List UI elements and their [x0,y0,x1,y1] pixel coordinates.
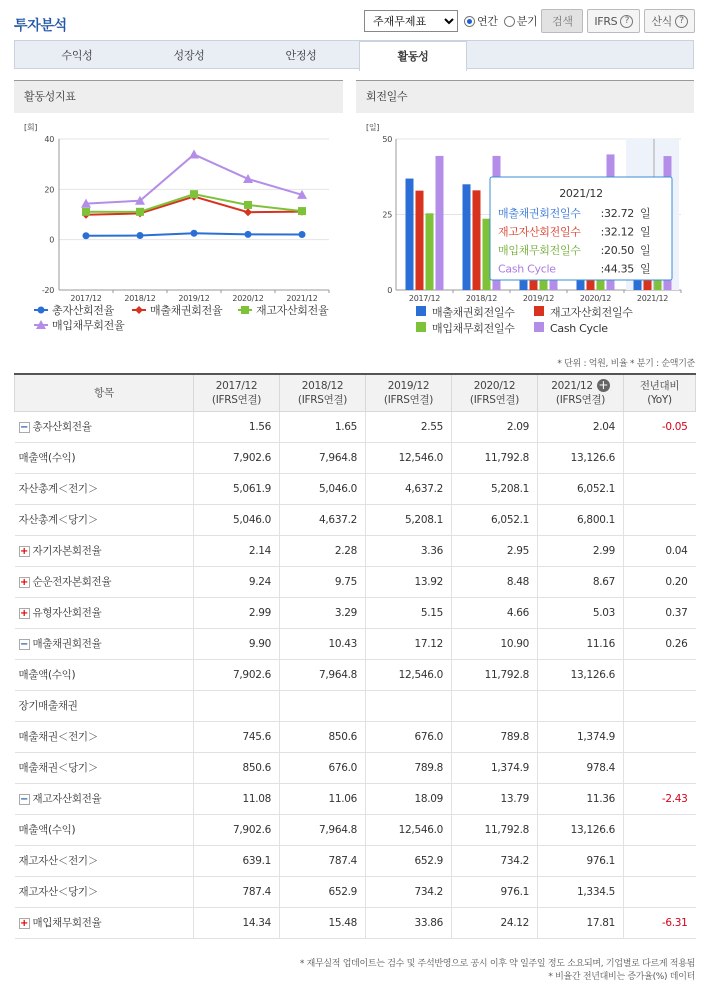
table-cell: 13,126.6 [538,442,624,473]
column-header: 2018/12 (IFRS연결) [280,374,366,411]
table-cell: 787.4 [280,845,366,876]
table-cell: 17.12 [366,628,452,659]
data-point [136,208,144,216]
table-cell: 789.8 [366,752,452,783]
table-cell: 976.1 [538,845,624,876]
table-cell [624,473,696,504]
table-cell [280,690,366,721]
table-cell: 1.56 [194,411,280,442]
table-cell: 1,374.9 [538,721,624,752]
row-label: 자산총계＜전기＞ [15,473,194,504]
ifrs-label: IFRS [594,14,618,28]
row-label[interactable]: − 매출채권회전율 [15,628,194,659]
table-cell: 2.04 [538,411,624,442]
bar [436,156,444,290]
search-button[interactable]: 검색 [541,9,583,33]
table-cell: 734.2 [452,845,538,876]
table-cell: 5,061.9 [194,473,280,504]
data-point [137,232,144,239]
tab-2[interactable]: 안정성 [285,49,317,62]
statement-select[interactable] [364,10,458,32]
row-label: 매출액(수익) [15,659,194,690]
header [0,0,709,40]
x-tick-label: 2019/12 [178,294,210,303]
legend-label: 매입채무회전일수 [432,322,515,335]
bar [483,219,491,290]
table-cell: 978.4 [538,752,624,783]
table-cell: 12,546.0 [366,814,452,845]
collapse-icon[interactable]: − [19,638,29,650]
row-label[interactable]: + 순운전자본회전율 [15,566,194,597]
table-cell: -0.05 [624,411,696,442]
table-cell: 2.09 [452,411,538,442]
tab-bar [14,40,694,69]
radio-annual-label: 연간 [477,15,498,28]
line-chart [14,113,343,342]
row-label: 매출액(수익) [15,814,194,845]
x-tick-label: 2021/12 [286,294,318,303]
add-column-icon[interactable]: + [598,378,609,393]
footnote: * 비율간 전년대비는 증가율(%) 데이터 [548,972,695,982]
table-cell: 0.20 [624,566,696,597]
table-cell: 2.99 [194,597,280,628]
table-cell: 652.9 [280,876,366,907]
y-tick-label: 0 [387,286,392,295]
y-tick-label: 25 [382,210,392,220]
table-cell [366,690,452,721]
table-cell [194,690,280,721]
table-cell: 3.36 [366,535,452,566]
table-cell: 11,792.8 [452,814,538,845]
table-cell: 4,637.2 [280,504,366,535]
legend-marker [241,306,249,314]
page-title: 투자분석 [14,18,67,34]
table-cell: 4.66 [452,597,538,628]
tooltip-label: Cash Cycle [498,262,556,276]
formula-button[interactable] [644,9,695,33]
table-row [15,411,696,442]
table-cell: 7,964.8 [280,659,366,690]
help-icon: ? [620,15,633,28]
table-cell: 5,046.0 [194,504,280,535]
expand-icon[interactable]: + [19,576,29,588]
table-cell [624,814,696,845]
table-cell: 11.36 [538,783,624,814]
radio-quarter[interactable] [504,13,538,29]
data-point [82,208,90,216]
tooltip-unit: 일 [640,207,651,220]
x-tick-label: 2020/12 [579,294,612,303]
table-cell: 9.24 [194,566,280,597]
help-icon: ? [675,15,688,28]
table-cell [624,659,696,690]
tooltip-value: :20.50 [600,244,634,257]
table-cell: 789.8 [452,721,538,752]
table-cell: 2.55 [366,411,452,442]
bar [406,179,414,290]
column-header: 2020/12 (IFRS연결) [452,374,538,411]
x-tick-label: 2020/12 [232,294,264,303]
table-cell: 8.67 [538,566,624,597]
data-point [190,190,198,198]
bar [426,213,434,290]
table-cell: 2.99 [538,535,624,566]
data-point [191,230,198,237]
table-cell: 10.90 [452,628,538,659]
y-axis-label: [일] [366,123,380,132]
x-tick-label: 2018/12 [465,294,498,303]
unit-note: * 단위 : 억원, 비율 * 분기 : 순액기준 [557,359,695,369]
tooltip-title: 2021/12 [559,187,603,200]
table-row [15,442,696,473]
table-cell: 11.06 [280,783,366,814]
row-label: 장기매출채권 [15,690,194,721]
legend-label: Cash Cycle [550,322,608,335]
x-tick-label: 2017/12 [70,294,102,303]
bar [473,190,481,290]
x-tick-label: 2017/12 [408,294,441,303]
legend-label: 매입채무회전율 [52,319,125,332]
row-label[interactable]: + 매입채무회전율 [15,907,194,938]
table-cell: 639.1 [194,845,280,876]
collapse-icon[interactable]: − [19,421,29,433]
table-row [15,721,696,752]
table-cell: 11.16 [538,628,624,659]
expand-icon[interactable]: + [19,607,29,619]
row-label: 매출채권＜전기＞ [15,721,194,752]
radio-dot[interactable] [504,16,515,27]
table-cell [624,845,696,876]
panel-title: 활동성지표 [14,81,343,113]
row-label[interactable]: + 자기자본회전율 [15,535,194,566]
x-tick-label: 2018/12 [124,294,156,303]
bar [416,191,424,290]
legend-label: 매출채권회전율 [150,304,223,317]
table-row [15,876,696,907]
table-cell: 11.08 [194,783,280,814]
table-cell: 652.9 [366,845,452,876]
tooltip-value: :44.35 [600,262,634,276]
row-label: 재고자산＜당기＞ [15,876,194,907]
tab-3[interactable]: 활동성 [359,41,467,71]
legend-swatch [416,306,426,316]
table-cell [624,504,696,535]
table-cell: 9.90 [194,628,280,659]
table-row [15,504,696,535]
table-cell: 7,964.8 [280,814,366,845]
footnote: * 재무실적 업데이트는 검수 및 주석반영으로 공시 이후 약 일주일 정도 소요되며, 기업별로 다르게 적용됨 [299,959,695,969]
table-cell: 17.81 [538,907,624,938]
table-row [15,535,696,566]
legend-swatch [416,322,426,332]
tooltip-unit: 일 [640,262,651,276]
table-cell: 1,334.5 [538,876,624,907]
column-header: 2021/12 + (IFRS연결) [538,374,624,411]
formula-label: 산식 [651,15,672,28]
table-row [15,473,696,504]
table-cell: 1.65 [280,411,366,442]
data-point [244,201,252,209]
table-cell: 2.28 [280,535,366,566]
y-tick-label: -20 [41,286,54,295]
table-cell: 850.6 [280,721,366,752]
table-row [15,752,696,783]
table-cell: 7,902.6 [194,442,280,473]
table-cell: 13.92 [366,566,452,597]
table-cell: 33.86 [366,907,452,938]
table-cell: 0.37 [624,597,696,628]
table-cell: 5,208.1 [452,473,538,504]
table-cell: 6,052.1 [452,504,538,535]
data-point [244,208,252,216]
table-cell: 7,902.6 [194,659,280,690]
activity-chart-panel [14,80,343,342]
panel-title: 회전일수 [356,81,694,113]
table-row [15,566,696,597]
row-label: 자산총계＜당기＞ [15,504,194,535]
table-cell: 11,792.8 [452,659,538,690]
table-cell: 2.95 [452,535,538,566]
table-cell [624,690,696,721]
data-point [189,149,199,158]
data-point [299,231,306,238]
y-tick-label: 0 [49,235,54,245]
table-cell: 14.34 [194,907,280,938]
legend-swatch [534,322,544,332]
table-cell: 0.04 [624,535,696,566]
table-cell: 2.14 [194,535,280,566]
radio-quarter-label: 분기 [516,15,538,28]
table-row [15,907,696,938]
table-cell: 787.4 [194,876,280,907]
table-cell: 12,546.0 [366,442,452,473]
table-cell: 12,546.0 [366,659,452,690]
table-cell: 6,800.1 [538,504,624,535]
legend-label: 총자산회전율 [52,304,114,317]
row-label: 재고자산＜전기＞ [15,845,194,876]
data-point [245,231,252,238]
table-cell: 13.79 [452,783,538,814]
table-body [15,411,696,938]
footnotes [300,958,695,984]
y-axis-label: [회] [24,123,38,132]
ifrs-button[interactable] [587,9,640,33]
table-cell: 5,046.0 [280,473,366,504]
table-cell: 11,792.8 [452,442,538,473]
table-cell: 5,208.1 [366,504,452,535]
turnover-days-panel [356,80,694,342]
table-row [15,597,696,628]
tooltip-label: 매출채권회전일수 [498,207,581,220]
controls [364,9,695,33]
table-cell: 24.12 [452,907,538,938]
table-cell: 734.2 [366,876,452,907]
x-tick-label: 2019/12 [522,294,555,303]
table-cell: 850.6 [194,752,280,783]
table-cell: 5.15 [366,597,452,628]
column-header: 전년대비 (YoY) [624,374,696,411]
activity-table [14,373,696,939]
table-cell: 7,964.8 [280,442,366,473]
y-tick-label: 50 [382,135,392,144]
table-row [15,659,696,690]
table-cell: 676.0 [366,721,452,752]
table-cell: 18.09 [366,783,452,814]
table-cell: 976.1 [452,876,538,907]
expand-icon[interactable]: + [19,917,29,929]
table-cell: 8.48 [452,566,538,597]
y-tick-label: 40 [44,135,54,144]
tab-1[interactable]: 성장성 [173,49,205,62]
table-cell [452,690,538,721]
column-header: 항목 [15,374,194,411]
tooltip-value: :32.12 [600,225,634,239]
legend-swatch [534,306,544,316]
radio-dot[interactable] [464,16,475,27]
table-cell: 13,126.6 [538,659,624,690]
table-cell: -2.43 [624,783,696,814]
table-cell: 676.0 [280,752,366,783]
tab-0[interactable]: 수익성 [61,49,93,62]
table-cell: 15.48 [280,907,366,938]
table-cell [538,690,624,721]
row-label[interactable]: − 재고자산회전율 [15,783,194,814]
data-point [298,207,306,215]
tooltip-label: 재고자산회전일수 [498,225,581,239]
legend-label: 재고자산회전율 [256,304,329,317]
table-cell: -6.31 [624,907,696,938]
expand-icon[interactable]: + [19,545,29,557]
bar [463,184,471,290]
table-cell: 4,637.2 [366,473,452,504]
row-label: 매출액(수익) [15,442,194,473]
table-row [15,845,696,876]
data-point [83,232,90,239]
tooltip-unit: 일 [640,244,651,257]
legend-label: 매출채권회전일수 [432,306,515,319]
table-cell: 745.6 [194,721,280,752]
tooltip-unit: 일 [640,225,651,239]
table-row [15,628,696,659]
table-cell [624,442,696,473]
table-cell [624,752,696,783]
radio-annual[interactable] [464,13,498,29]
table-cell: 13,126.6 [538,814,624,845]
column-header: 2017/12 (IFRS연결) [194,374,280,411]
table-cell: 10.43 [280,628,366,659]
table-cell: 3.29 [280,597,366,628]
tooltip-label: 매입채무회전일수 [498,244,581,257]
tooltip-value: :32.72 [600,207,634,220]
table-cell: 9.75 [280,566,366,597]
table-row [15,690,696,721]
x-tick-label: 2021/12 [636,294,669,303]
table-cell [624,876,696,907]
tooltip [490,177,672,280]
table-row [15,783,696,814]
table-cell: 0.26 [624,628,696,659]
legend-marker [135,306,143,314]
table-cell: 5.03 [538,597,624,628]
table-cell: 1,374.9 [452,752,538,783]
table-header-row [15,374,696,411]
legend-marker [38,307,45,314]
y-tick-label: 20 [44,185,54,195]
table-row [15,814,696,845]
table-cell: 6,052.1 [538,473,624,504]
collapse-icon[interactable]: − [19,793,29,805]
legend-label: 재고자산회전일수 [550,306,633,319]
row-label: 매출채권＜당기＞ [15,752,194,783]
table-cell: 7,902.6 [194,814,280,845]
column-header: 2019/12 (IFRS연결) [366,374,452,411]
table-cell [624,721,696,752]
row-label[interactable]: + 유형자산회전율 [15,597,194,628]
row-label[interactable]: − 총자산회전율 [15,411,194,442]
bar-chart [356,113,694,342]
